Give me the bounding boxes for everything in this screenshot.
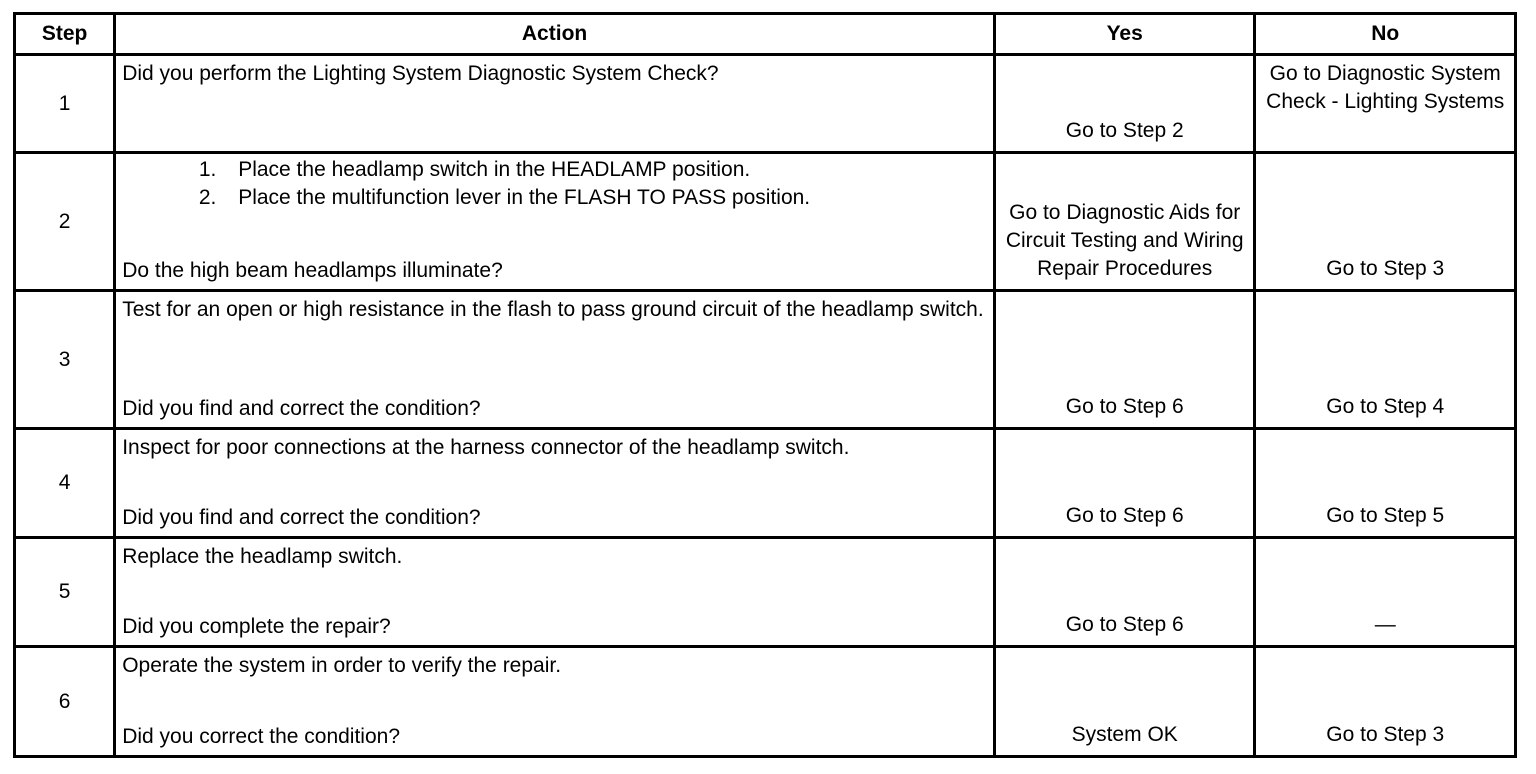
table-row: [15, 429, 1516, 538]
table-row: [15, 291, 1516, 429]
table-row: [15, 647, 1516, 757]
table-row: [15, 153, 1516, 291]
action-question: Did you find and correct the condition?: [122, 506, 481, 529]
no-cell: Go to Step 4: [1255, 291, 1516, 429]
step-number: 3: [15, 291, 115, 429]
action-question: Do the high beam headlamps illuminate?: [122, 259, 503, 282]
step-number: 2: [15, 153, 115, 291]
step-number: 1: [15, 55, 115, 153]
yes-cell: Go to Step 6: [994, 291, 1255, 429]
no-cell: Go to Step 3: [1255, 153, 1516, 291]
yes-cell: Go to Step 6: [994, 429, 1255, 538]
step-number: 5: [15, 538, 115, 647]
no-cell: Go to Diagnostic System Check - Lighting Systems: [1255, 55, 1516, 153]
action-text: Operate the system in order to verify the repair.: [122, 654, 562, 677]
action-question: Did you complete the repair?: [122, 615, 391, 638]
diagnostic-table-container: [13, 12, 1517, 758]
action-cell: [115, 55, 995, 153]
yes-cell: Go to Step 6: [994, 538, 1255, 647]
action-cell: [115, 291, 995, 429]
header-yes: Yes: [994, 14, 1255, 55]
action-text: Replace the headlamp switch.: [122, 545, 403, 568]
action-cell: [115, 429, 995, 538]
action-text: Did you perform the Lighting System Diagnostic System Check?: [122, 62, 719, 85]
step-number: 6: [15, 647, 115, 757]
action-question: Did you find and correct the condition?: [122, 397, 481, 420]
step-number: 4: [15, 429, 115, 538]
action-list-item: 1. Place the headlamp switch in the HEADLAMP position.: [222, 156, 987, 184]
header-row: [15, 14, 1516, 55]
yes-cell: System OK: [994, 647, 1255, 757]
table-row: [15, 538, 1516, 647]
header-step: Step: [15, 14, 115, 55]
action-text: Inspect for poor connections at the harness connector of the headlamp switch.: [122, 436, 850, 459]
no-cell: —: [1255, 538, 1516, 647]
action-question: Did you correct the condition?: [122, 725, 401, 748]
diagnostic-table: [13, 12, 1517, 758]
action-cell: [115, 538, 995, 647]
header-action: Action: [115, 14, 995, 55]
action-list-item: 2. Place the multifunction lever in the FLASH TO PASS position.: [222, 184, 987, 212]
action-cell: [115, 647, 995, 757]
no-cell: Go to Step 5: [1255, 429, 1516, 538]
action-cell: [115, 153, 995, 291]
yes-cell: Go to Diagnostic Aids for Circuit Testing and Wiring Repair Procedures: [994, 153, 1255, 291]
table-row: [15, 55, 1516, 153]
no-cell: Go to Step 3: [1255, 647, 1516, 757]
header-no: No: [1255, 14, 1516, 55]
action-list: [122, 156, 987, 212]
action-text: Test for an open or high resistance in the flash to pass ground circuit of the headlamp switch.: [122, 298, 984, 321]
yes-cell: Go to Step 2: [994, 55, 1255, 153]
